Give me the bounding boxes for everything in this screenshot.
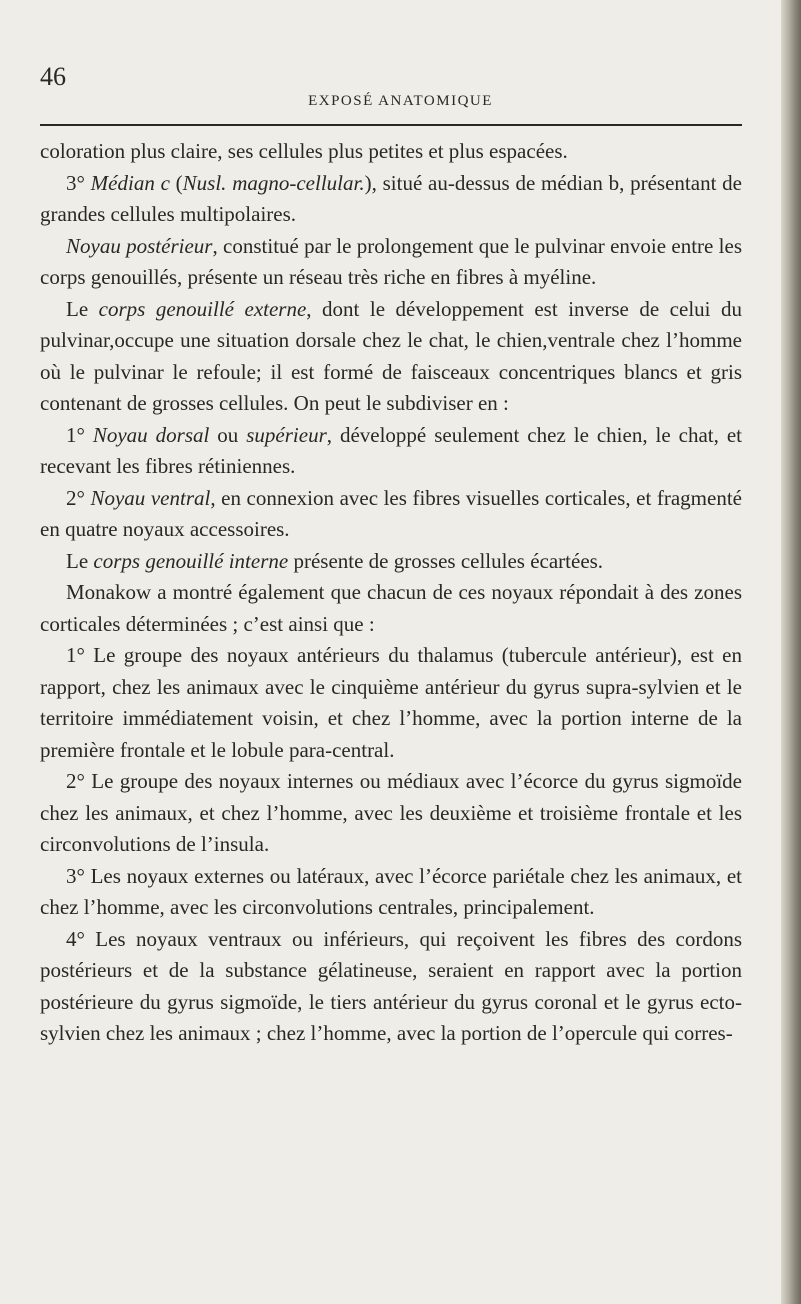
paragraph: 3° Les noyaux externes ou latéraux, avec l’écorce pariétale chez les animaux, et chez l’homme, avec les circonvolutions centrales, principalement. [40,863,742,919]
paragraph: 3° Médian c (Nusl. magno-cellular.), situé au-dessus de médian b, présentant de grandes cellules multipolaires. [40,170,742,226]
paragraph: coloration plus claire, ses cellules plus petites et plus espacées. [40,139,568,163]
paragraph: Le corps genouillé externe, dont le développement est inverse de celui du pulvinar,occupe une situation dorsale chez le chat, le chien,ventrale chez l’homme où le pulvinar le refoule; il est formé de faisceaux concentriques blancs et gris contenant de grosses cellules. On peut le subdiviser en : [40,296,742,415]
paragraph: 2° Le groupe des noyaux internes ou médiaux avec l’écorce du gyrus sigmoïde chez les animaux, et chez l’homme, avec les deuxième et troisième frontale et les circonvolutions de l’insula. [40,769,742,856]
running-head: EXPOSÉ ANATOMIQUE [308,93,493,109]
paragraph: 1° Le groupe des noyaux antérieurs du thalamus (tubercule antérieur), est en rapport, chez les animaux avec le cinquième antérieur du gyrus supra-sylvien et le territoire immédiatement voisin, et chez l’homme, avec la portion interne de la première frontale et le lobule para-central. [40,643,742,762]
paragraph: 4° Les noyaux ventraux ou inférieurs, qui reçoivent les fibres des cordons postérieurs et de la substance gélatineuse, seraient en rapport avec la portion postérieure du gyrus sigmoïde, le tiers antérieur du gyrus coronal et le gyrus ecto-sylvien chez les animaux ; chez l’homme, avec la portion de l’opercule qui corres- [40,926,742,1045]
header-rule [40,124,742,126]
paragraph: Monakow a montré également que chacun de ces noyaux répondait à des zones corticales déterminées ; c’est ainsi que : [40,580,742,636]
paragraph: Le corps genouillé interne présente de grosses cellules écartées. [66,548,604,573]
paragraph: 2° Noyau ventral, en connexion avec les fibres visuelles corticales, et fragmenté en quatre noyaux accessoires. [40,485,742,541]
body-text [40,136,742,1050]
paragraph: 1° Noyau dorsal ou supérieur, développé seulement chez le chien, le chat, et recevant les fibres rétiniennes. [40,422,742,478]
page-number: 46 [40,62,66,91]
book-spine-shadow [781,0,801,1304]
paragraph: Noyau postérieur, constitué par le prolongement que le pulvinar envoie entre les corps genouillés, présente un réseau très riche en fibres à myéline. [40,233,742,289]
